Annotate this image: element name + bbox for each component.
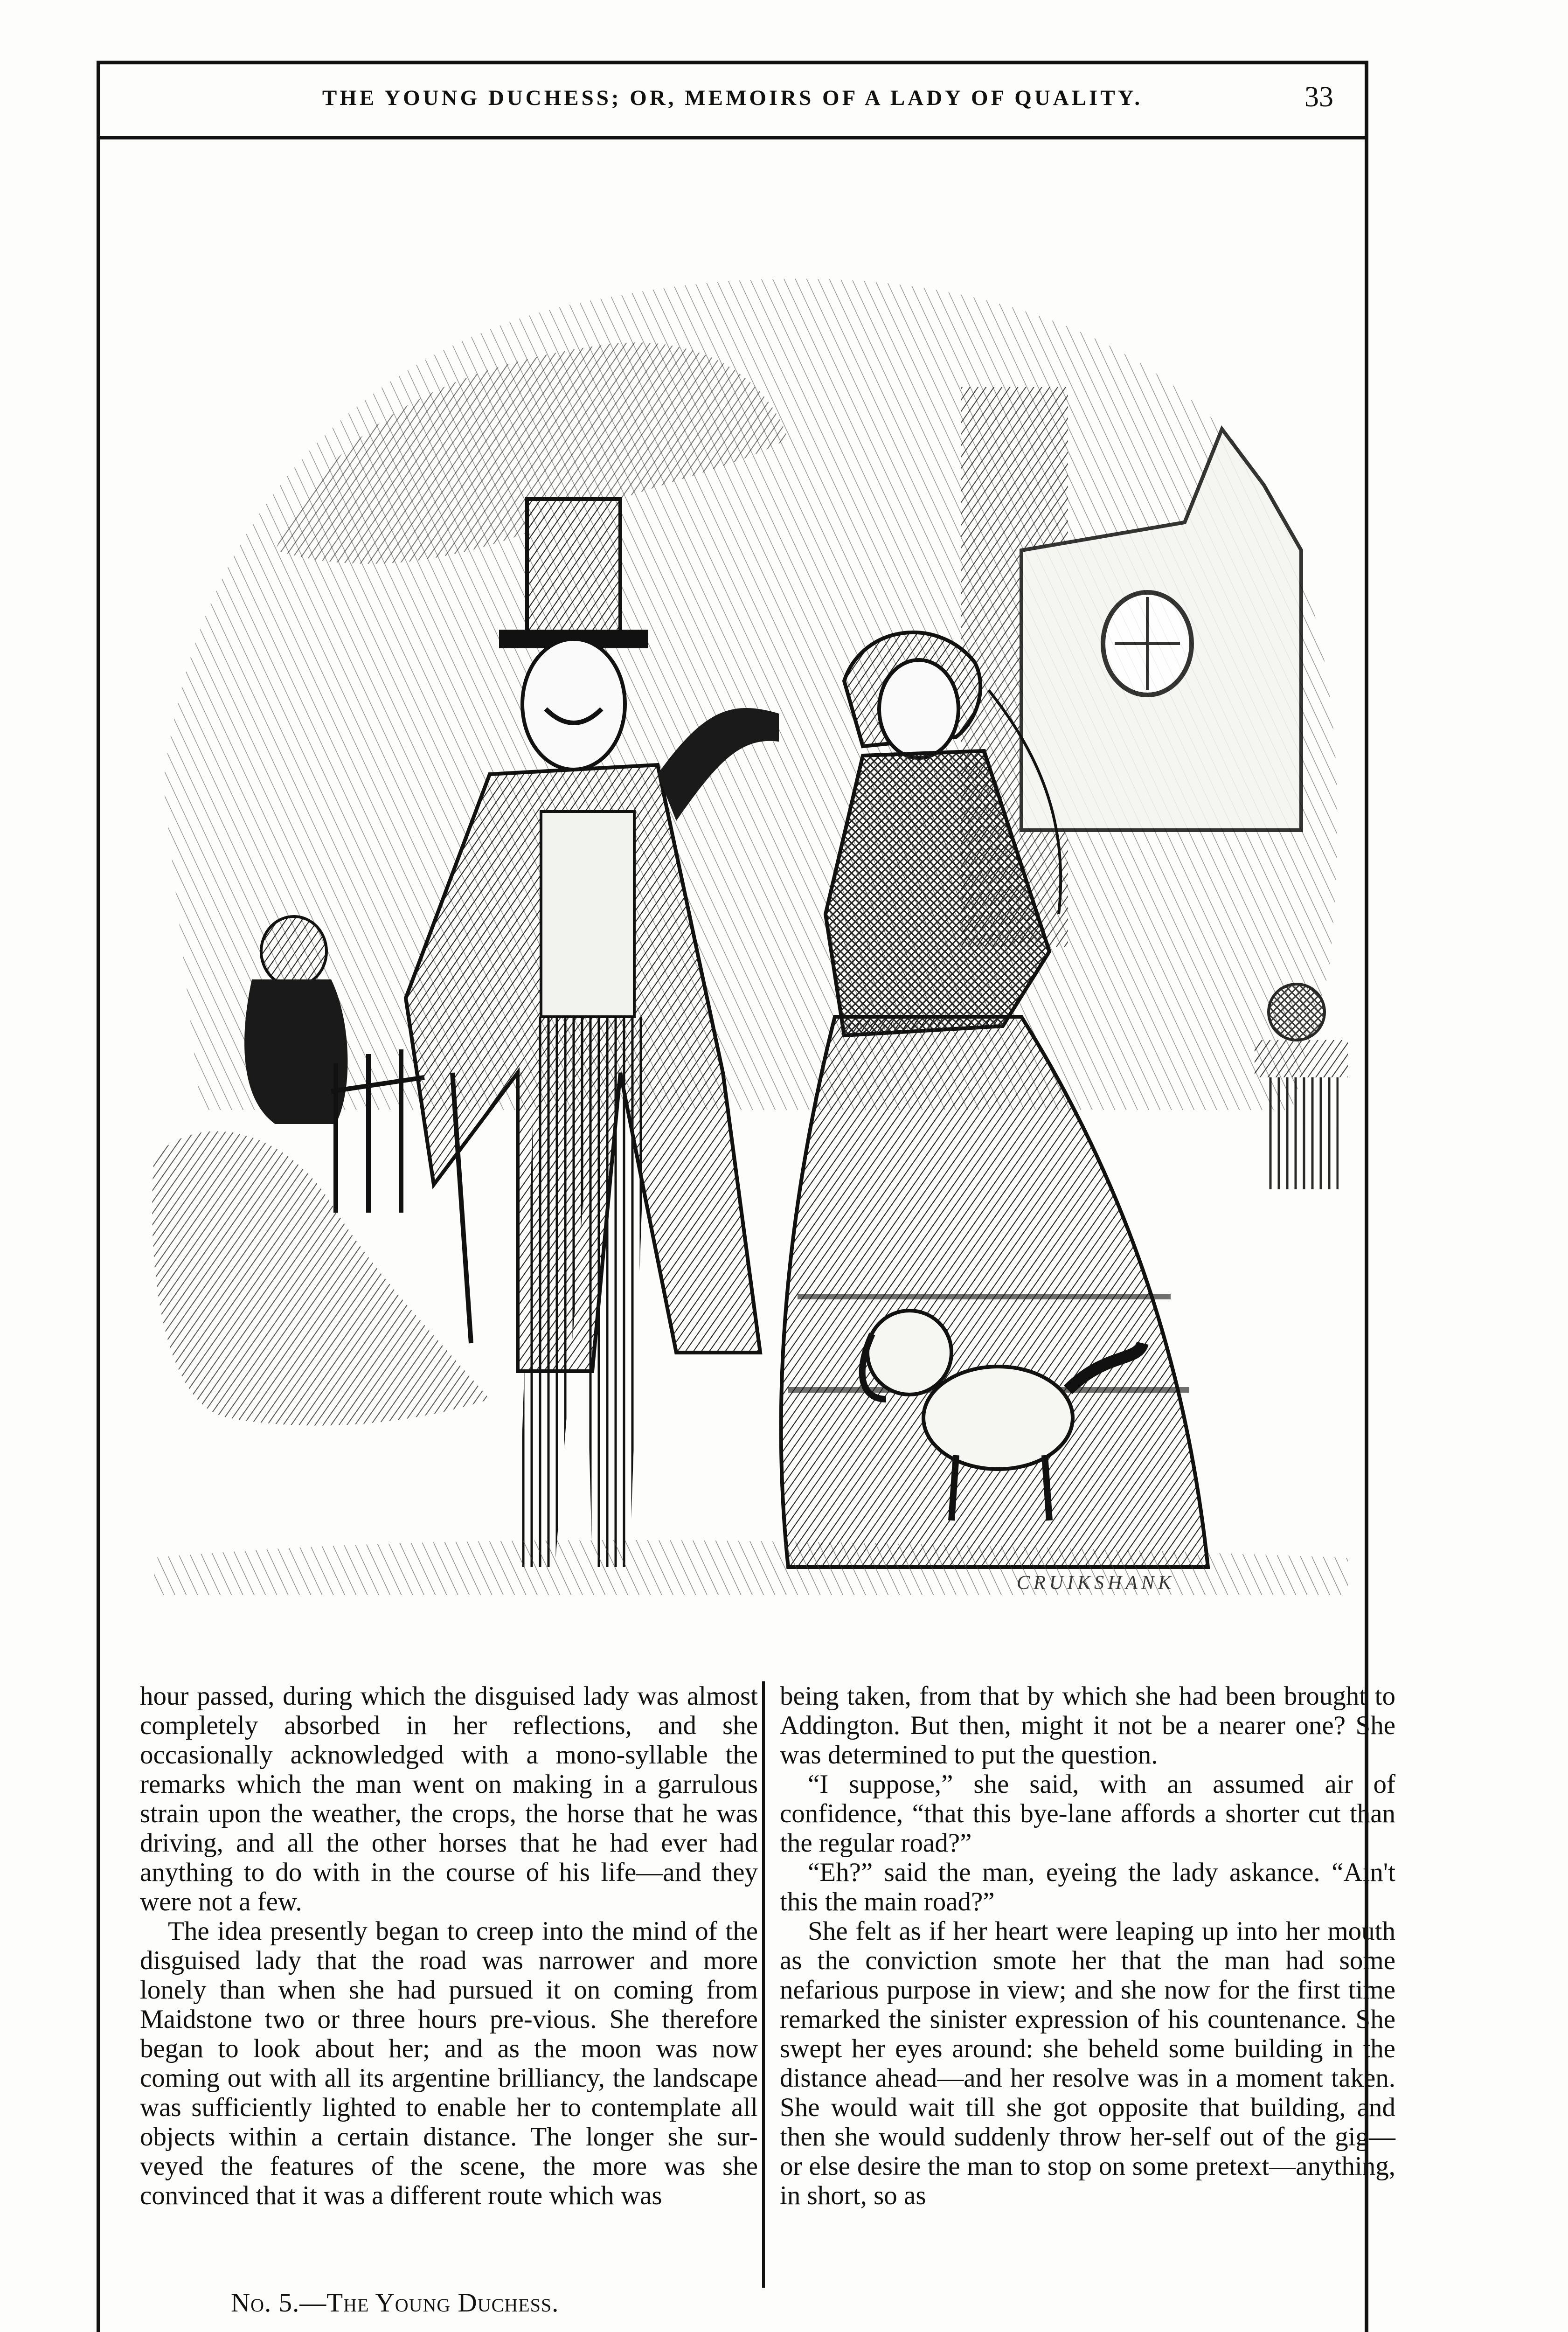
running-head: [97, 77, 1368, 128]
page-number: 33: [1304, 81, 1333, 113]
face: [522, 639, 625, 770]
part-footer: No. 5.—The Young Duchess.: [231, 2288, 559, 2318]
paragraph: hour passed, during which the disguised lady was almost completely absorbed in her reflections, and she occasionally acknowledged with a mono-syllable the remarks which the man went on making in a garrulous strain upon the weather, the crops, the horse that he was driving, and all the other horses that he had ever had anything to do with in the course of his life—and they were not a few.: [140, 1681, 758, 1916]
lady-face: [879, 660, 958, 758]
paragraph: “I suppose,” she said, with an assumed air of confidence, “that this bye-lane affords a shorter cut than the regular road?”: [780, 1770, 1395, 1858]
text-column-left: [140, 1681, 758, 2210]
artist-signature: CRUIKSHANK: [1017, 1572, 1175, 1594]
waistcoat: [541, 812, 634, 1017]
paragraph: She felt as if her heart were leaping up into her mouth as the conviction smote her that the man had some nefarious purpose in view; and she now for the first time remarked the sinister expression of his countenance. She swept her eyes around: she beheld some building in the distance ahead—and her resolve was in a moment taken. She would wait till she got opposite that building, and then she would suddenly throw her-self out of the gig—or else desire the man to stop on some pretext—anything, in short, so as: [780, 1916, 1395, 2210]
paragraph: “Eh?” said the man, eyeing the lady askance. “Ain't this the main road?”: [780, 1858, 1395, 1916]
top-hat: [527, 499, 620, 639]
header-rule: [97, 136, 1368, 139]
paragraph: being taken, from that by which she had been brought to Addington. But then, might it not be a nearer one? She was determined to put the question.: [780, 1681, 1395, 1770]
text-column-right: [780, 1681, 1395, 2210]
engraving-illustration: [135, 224, 1390, 1595]
engraving-svg: [135, 224, 1390, 1595]
paragraph: The idea presently began to creep into the mind of the disguised lady that the road was narrower and more lonely than when she had pursued it on coming from Maidstone two or three hours pre-vious. She therefore began to look about her; and as the moon was now coming out with all its argentine brilliancy, the landscape was sufficiently lighted to enable her to contemplate all objects within a certain distance. The longer she sur-veyed the features of the scene, the more was she convinced that it was a different route which was: [140, 1916, 758, 2210]
column-divider: [762, 1681, 765, 2288]
running-title: THE YOUNG DUCHESS; OR, MEMOIRS OF A LADY OF QUALITY.: [322, 86, 1143, 110]
gate-pillar: [1255, 984, 1348, 1189]
